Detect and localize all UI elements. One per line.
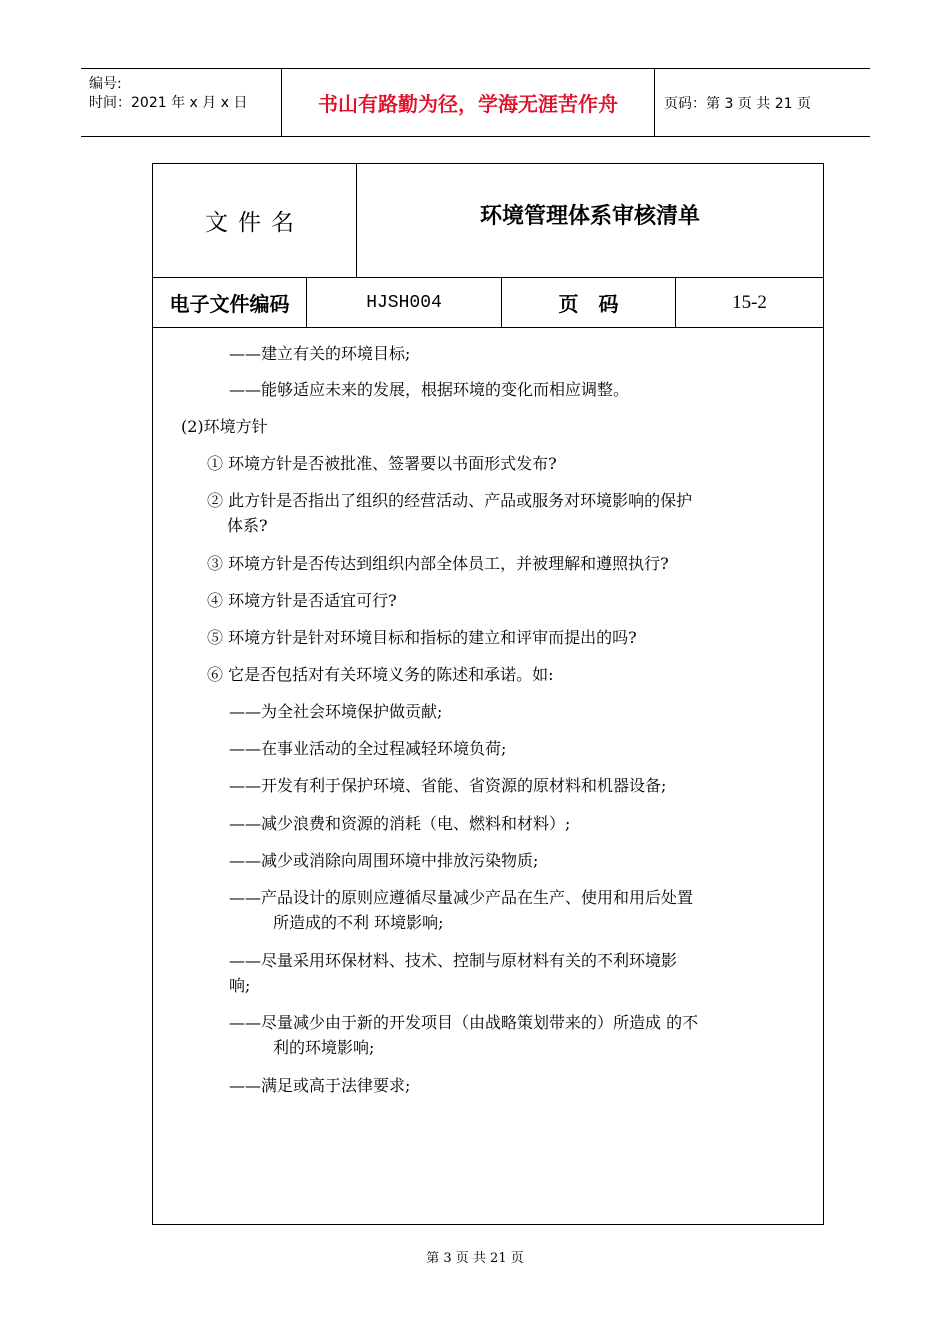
list-item: ——开发有利于保护环境、省能、省资源的原材料和机器设备; bbox=[229, 776, 667, 795]
list-item: ——减少或消除向周围环境中排放污染物质; bbox=[229, 851, 539, 870]
list-item: ⑤ 环境方针是针对环境目标和指标的建立和评审而提出的吗? bbox=[207, 628, 637, 647]
list-item-continuation: 响; bbox=[229, 976, 251, 995]
list-item: ⑥ 它是否包括对有关环境义务的陈述和承诺。如: bbox=[207, 665, 554, 684]
list-item: ——尽量减少由于新的开发项目（由战略策划带来的）所造成 的不 bbox=[229, 1013, 699, 1032]
document-number-label: 编号: bbox=[89, 76, 122, 92]
list-item: ③ 环境方针是否传达到组织内部全体员工，并被理解和遵照执行? bbox=[207, 554, 669, 573]
page-label: 页码 bbox=[502, 278, 676, 327]
list-item: ——在事业活动的全过程减轻环境负荷; bbox=[229, 739, 507, 758]
list-item: ——建立有关的环境目标; bbox=[229, 344, 411, 363]
section-heading: (2)环境方针 bbox=[181, 417, 268, 436]
audit-checklist-table bbox=[152, 163, 824, 1225]
header-motto: 书山有路勤为径，学海无涯苦作舟 bbox=[281, 69, 655, 136]
list-item: ——为全社会环境保护做贡献; bbox=[229, 702, 443, 721]
list-item: ① 环境方针是否被批准、签署要以书面形式发布? bbox=[207, 454, 557, 473]
file-code-label: 电子文件编码 bbox=[153, 278, 307, 327]
list-item-continuation: 利的环境影响; bbox=[273, 1038, 375, 1057]
list-item: ② 此方针是否指出了组织的经营活动、产品或服务对环境影响的保护 bbox=[207, 491, 693, 510]
list-item: ④ 环境方针是否适宜可行? bbox=[207, 591, 397, 610]
header-meta bbox=[81, 69, 281, 136]
document-title: 环境管理体系审核清单 bbox=[479, 203, 700, 229]
list-item: ——能够适应未来的发展，根据环境的变化而相应调整。 bbox=[229, 380, 630, 399]
page-value: 15-2 bbox=[732, 291, 767, 313]
page-footer: 第 3 页 共 21 页 bbox=[426, 1251, 524, 1266]
list-item-continuation: 体系? bbox=[227, 516, 268, 535]
list-item: ——满足或高于法律要求; bbox=[229, 1076, 411, 1095]
list-item: ——产品设计的原则应遵循尽量减少产品在生产、使用和用后处置 bbox=[229, 888, 694, 907]
code-row bbox=[153, 278, 823, 328]
list-item-continuation: 所造成的不利 环境影响; bbox=[273, 913, 444, 932]
title-row bbox=[153, 164, 823, 278]
list-item: ——减少浪费和资源的消耗（电、燃料和材料）; bbox=[229, 814, 571, 833]
document-date: 时间：2021 年 x 月 x 日 bbox=[89, 95, 248, 111]
list-item: ——尽量采用环保材料、技术、控制与原材料有关的不利环境影 bbox=[229, 951, 678, 970]
file-code-value: HJSH004 bbox=[307, 278, 502, 327]
page-header bbox=[81, 68, 870, 137]
file-name-label: 文件名 bbox=[153, 164, 357, 277]
header-page-info: 页码：第 3 页 共 21 页 bbox=[664, 95, 811, 112]
